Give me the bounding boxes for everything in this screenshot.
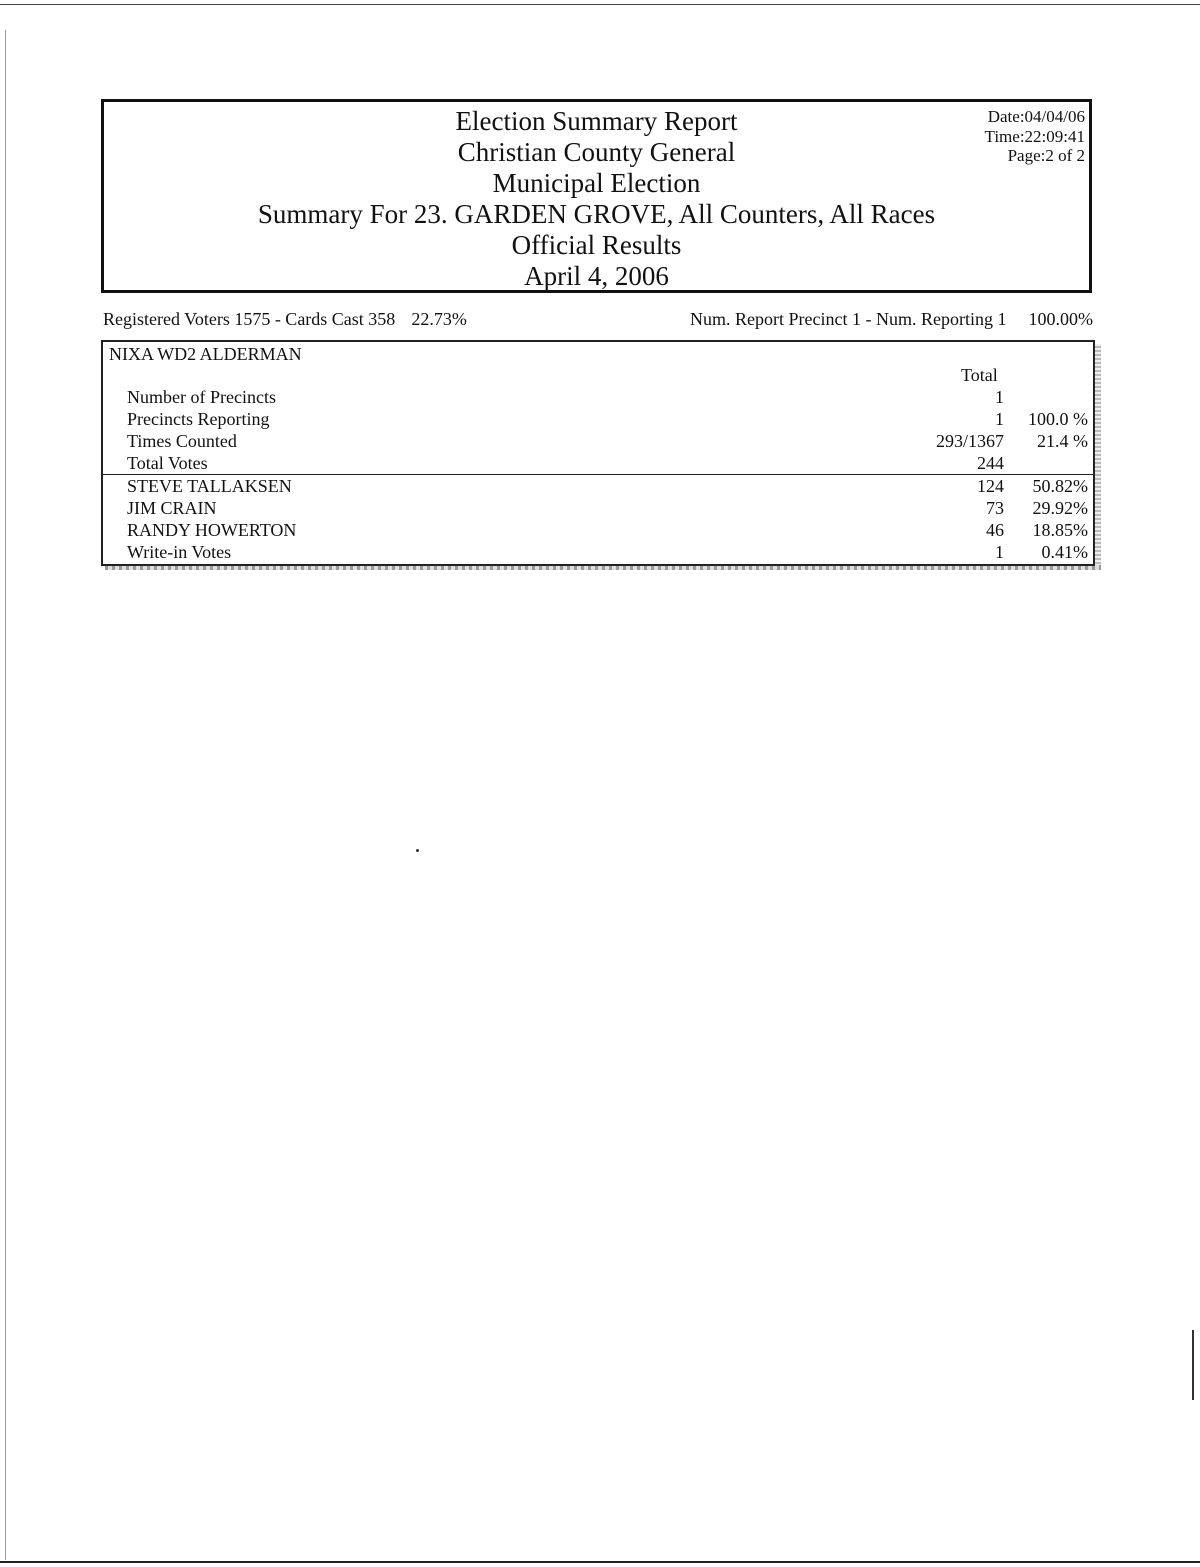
- candidate-row: [103, 519, 1093, 541]
- report-county: Christian County General: [457, 137, 736, 167]
- scan-edge-bottom: [0, 1561, 1200, 1563]
- candidate-row: [103, 475, 1093, 497]
- candidate-name: Write-in Votes: [127, 542, 232, 562]
- candidate-pct: 18.85%: [1032, 520, 1088, 540]
- stat-row: [103, 452, 1093, 474]
- scan-speck: [416, 849, 419, 852]
- candidate-row: [103, 541, 1093, 563]
- scan-mark-right: [1192, 1330, 1194, 1400]
- candidate-pct: 0.41%: [1041, 542, 1088, 562]
- scan-edge-left: [5, 30, 6, 1560]
- candidate-name: STEVE TALLAKSEN: [127, 476, 292, 496]
- report-title: Election Summary Report: [455, 106, 738, 136]
- voter-turnout-pct: 22.73%: [411, 309, 467, 329]
- scan-edge-top: [0, 4, 1200, 5]
- voter-turnout: [103, 307, 467, 331]
- precinct-reporting: [690, 307, 1093, 331]
- candidate-pct: 50.82%: [1032, 476, 1088, 496]
- candidate-votes: 46: [986, 520, 1004, 540]
- candidate-votes: 124: [977, 476, 1004, 496]
- candidate-name: JIM CRAIN: [127, 498, 217, 518]
- stat-label: Total Votes: [127, 453, 208, 473]
- precinct-reporting-text: Num. Report Precinct 1 - Num. Reporting 1: [690, 309, 1007, 329]
- stat-label: Times Counted: [127, 431, 237, 451]
- report-page: Page:2 of 2: [1007, 146, 1085, 165]
- stat-row: [103, 386, 1093, 408]
- voter-turnout-text: Registered Voters 1575 - Cards Cast 358: [103, 309, 396, 329]
- report-meta: [985, 107, 1085, 166]
- race-results-box: [101, 340, 1095, 566]
- report-time: Time:22:09:41: [984, 126, 1085, 146]
- candidate-name: RANDY HOWERTON: [127, 520, 297, 540]
- report-election-name: Municipal Election: [492, 168, 701, 198]
- candidate-votes: 73: [986, 498, 1004, 518]
- report-election-date: April 4, 2006: [524, 261, 669, 291]
- report-results-type: Official Results: [511, 230, 682, 260]
- stat-row: [103, 408, 1093, 430]
- stat-value: 244: [977, 453, 1004, 473]
- candidate-pct: 29.92%: [1032, 498, 1088, 518]
- report-summary-scope: Summary For 23. GARDEN GROVE, All Counters, All Races: [257, 199, 936, 229]
- stat-value: 293/1367: [935, 431, 1004, 451]
- race-title: NIXA WD2 ALDERMAN: [109, 344, 302, 364]
- report-title-block: [104, 106, 1089, 292]
- stat-value: 1: [995, 409, 1004, 429]
- stat-label: Number of Precincts: [127, 387, 276, 407]
- stat-row: [103, 430, 1093, 452]
- candidate-votes: 1: [995, 542, 1004, 562]
- stat-pct: 100.0 %: [1028, 409, 1088, 429]
- candidate-row: [103, 497, 1093, 519]
- report-date: Date:04/04/06: [987, 107, 1085, 126]
- race-box-shadow-right: [1095, 344, 1101, 568]
- precinct-reporting-pct: 100.00%: [1028, 309, 1093, 329]
- total-column-header: Total: [961, 365, 998, 385]
- report-header-box: [101, 99, 1092, 293]
- stat-value: 1: [995, 387, 1004, 407]
- turnout-summary: [103, 307, 1093, 331]
- race-rows: [103, 386, 1093, 563]
- stat-pct: 21.4 %: [1037, 431, 1088, 451]
- stat-label: Precincts Reporting: [127, 409, 270, 429]
